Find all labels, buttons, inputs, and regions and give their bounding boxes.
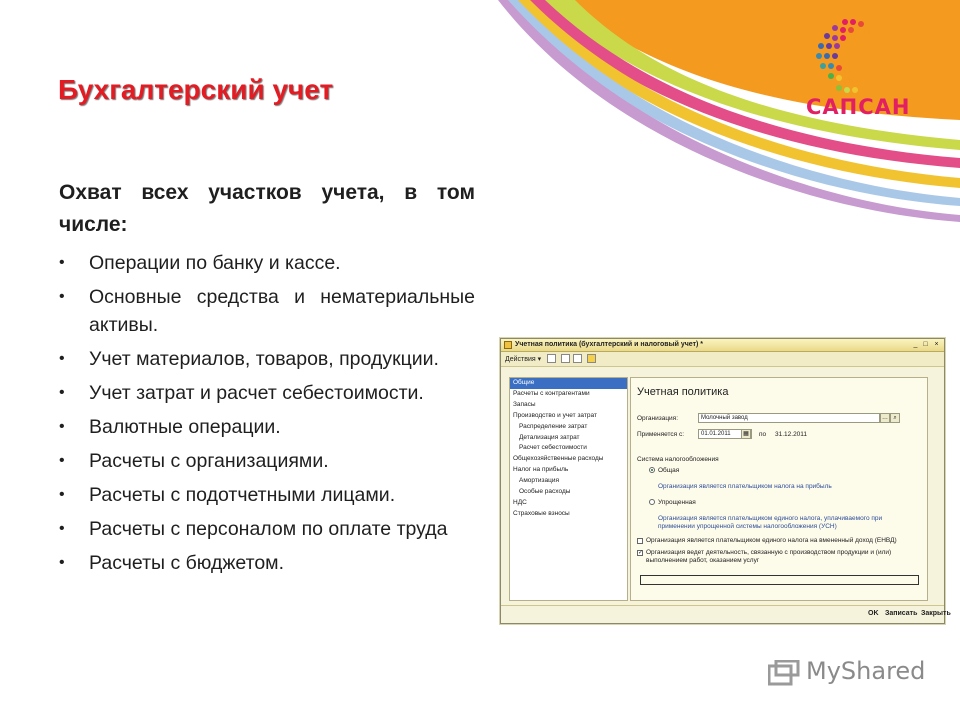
date-from-field[interactable]: 01.01.2011 bbox=[698, 429, 752, 439]
tree-item-vat[interactable]: НДС bbox=[513, 498, 527, 506]
tree-item-contractors[interactable]: Расчеты с контрагентами bbox=[513, 389, 590, 397]
tree-item-insurance[interactable]: Страховые взносы bbox=[513, 509, 570, 517]
window-app-icon bbox=[504, 341, 512, 349]
copy-icon[interactable] bbox=[561, 354, 570, 363]
org-field[interactable]: Молочный завод bbox=[698, 413, 880, 423]
bullet-list bbox=[59, 249, 475, 577]
list-item: • Валютные операции. bbox=[59, 413, 475, 441]
list-item: • Расчеты с бюджетом. bbox=[59, 549, 475, 577]
policy-panel bbox=[630, 377, 928, 601]
tree-item-stocks[interactable]: Запасы bbox=[513, 400, 536, 408]
tree-item-production[interactable]: Производство и учет затрат bbox=[513, 411, 597, 419]
list-item: • Расчеты с персоналом по оплате труда bbox=[59, 515, 475, 543]
note-simplified-2: применении упрощенной системы налогообложения (УСН) bbox=[658, 523, 837, 530]
radio-simplified-label: Упрощенная bbox=[658, 499, 696, 506]
radio-simplified[interactable] bbox=[649, 499, 655, 505]
window-buttonbar bbox=[501, 605, 951, 622]
lead-text: Охват всех участков учета, в том числе: bbox=[59, 181, 475, 236]
list-item: • Расчеты с подотчетными лицами. bbox=[59, 481, 475, 509]
tax-system-label: Система налогообложения bbox=[637, 456, 719, 463]
bullet-icon: • bbox=[59, 254, 65, 271]
org-select-button[interactable]: … bbox=[882, 415, 888, 421]
check-production-label-2: выполнением работ, оказанием услуг bbox=[646, 557, 760, 564]
grid-icon[interactable] bbox=[573, 354, 582, 363]
check-envd-label: Организация является плательщиком единого налога на вмененный доход (ЕНВД) bbox=[646, 537, 897, 544]
save-icon[interactable] bbox=[547, 354, 556, 363]
maximize-button[interactable]: □ bbox=[923, 341, 928, 348]
to-label: по bbox=[759, 431, 767, 438]
calendar-icon[interactable]: ▦ bbox=[741, 429, 751, 439]
envd-highlight bbox=[640, 575, 919, 585]
ok-button[interactable]: OK bbox=[868, 610, 879, 617]
note-general: Организация является плательщиком налога на прибыль bbox=[658, 483, 832, 490]
watermark-icon bbox=[768, 660, 802, 686]
bullet-icon: • bbox=[59, 554, 65, 571]
bullet-icon: • bbox=[59, 520, 65, 537]
org-label: Организация: bbox=[637, 415, 679, 422]
slide-title: Бухгалтерский учет bbox=[58, 74, 334, 105]
list-item: • Расчеты с организациями. bbox=[59, 447, 475, 475]
tree-item-depreciation[interactable]: Амортизация bbox=[519, 477, 559, 485]
list-item: • Учет затрат и расчет себестоимости. bbox=[59, 379, 475, 407]
settings-tree bbox=[509, 377, 628, 601]
bullet-icon: • bbox=[59, 350, 65, 367]
bullet-icon: • bbox=[59, 384, 65, 401]
tree-item-overhead[interactable]: Общехозяйственные расходы bbox=[513, 455, 604, 463]
list-item: • Операции по банку и кассе. bbox=[59, 249, 475, 277]
close-window-button[interactable]: × bbox=[934, 341, 939, 348]
close-button[interactable]: Закрыть bbox=[921, 610, 951, 617]
accounting-policy-window bbox=[500, 338, 951, 624]
tree-item-special-expenses[interactable]: Особые расходы bbox=[519, 488, 571, 496]
logo-text: САПСАН bbox=[806, 95, 911, 119]
help-icon[interactable] bbox=[587, 354, 596, 363]
list-item: • Основные средства и нематериальные активы. bbox=[59, 283, 475, 339]
list-item: • Учет материалов, товаров, продукции. bbox=[59, 345, 475, 373]
minimize-button[interactable]: _ bbox=[913, 341, 918, 348]
bullet-icon: • bbox=[59, 418, 65, 435]
check-production-label-1: Организация ведет деятельность, связанную с производством продукции и (или) bbox=[646, 549, 892, 556]
check-production[interactable]: ✓ bbox=[638, 550, 644, 556]
radio-general[interactable] bbox=[649, 467, 655, 473]
tree-item-cost-detail[interactable]: Детализация затрат bbox=[519, 433, 580, 441]
check-envd[interactable] bbox=[637, 538, 643, 544]
org-search-icon[interactable]: ⌕ bbox=[890, 413, 900, 423]
tree-item-general[interactable]: Общие bbox=[510, 378, 627, 389]
watermark-text: MyShared bbox=[806, 657, 926, 685]
panel-heading: Учетная политика bbox=[637, 386, 729, 398]
tree-item-cost-calc[interactable]: Расчет себестоимости bbox=[519, 444, 587, 452]
date-to-value: 31.12.2011 bbox=[775, 431, 808, 438]
save-button[interactable]: Записать bbox=[885, 610, 918, 617]
tree-item-cost-distribution[interactable]: Распределение затрат bbox=[519, 422, 588, 430]
radio-general-label: Общая bbox=[658, 467, 680, 474]
actions-menu[interactable]: Действия ▾ bbox=[505, 356, 542, 363]
window-title: Учетная политика (бухгалтерский и налоговый учет) * bbox=[515, 341, 703, 348]
note-simplified-1: Организация является плательщиком единого налога, уплачиваемого при bbox=[658, 515, 883, 522]
applies-label: Применяется с: bbox=[637, 431, 685, 438]
bullet-icon: • bbox=[59, 452, 65, 469]
bullet-icon: • bbox=[59, 288, 65, 305]
bullet-icon: • bbox=[59, 486, 65, 503]
slide-content bbox=[59, 177, 475, 583]
window-titlebar bbox=[501, 339, 944, 352]
tree-item-profit-tax[interactable]: Налог на прибыль bbox=[513, 466, 569, 474]
window-toolbar bbox=[501, 352, 944, 367]
